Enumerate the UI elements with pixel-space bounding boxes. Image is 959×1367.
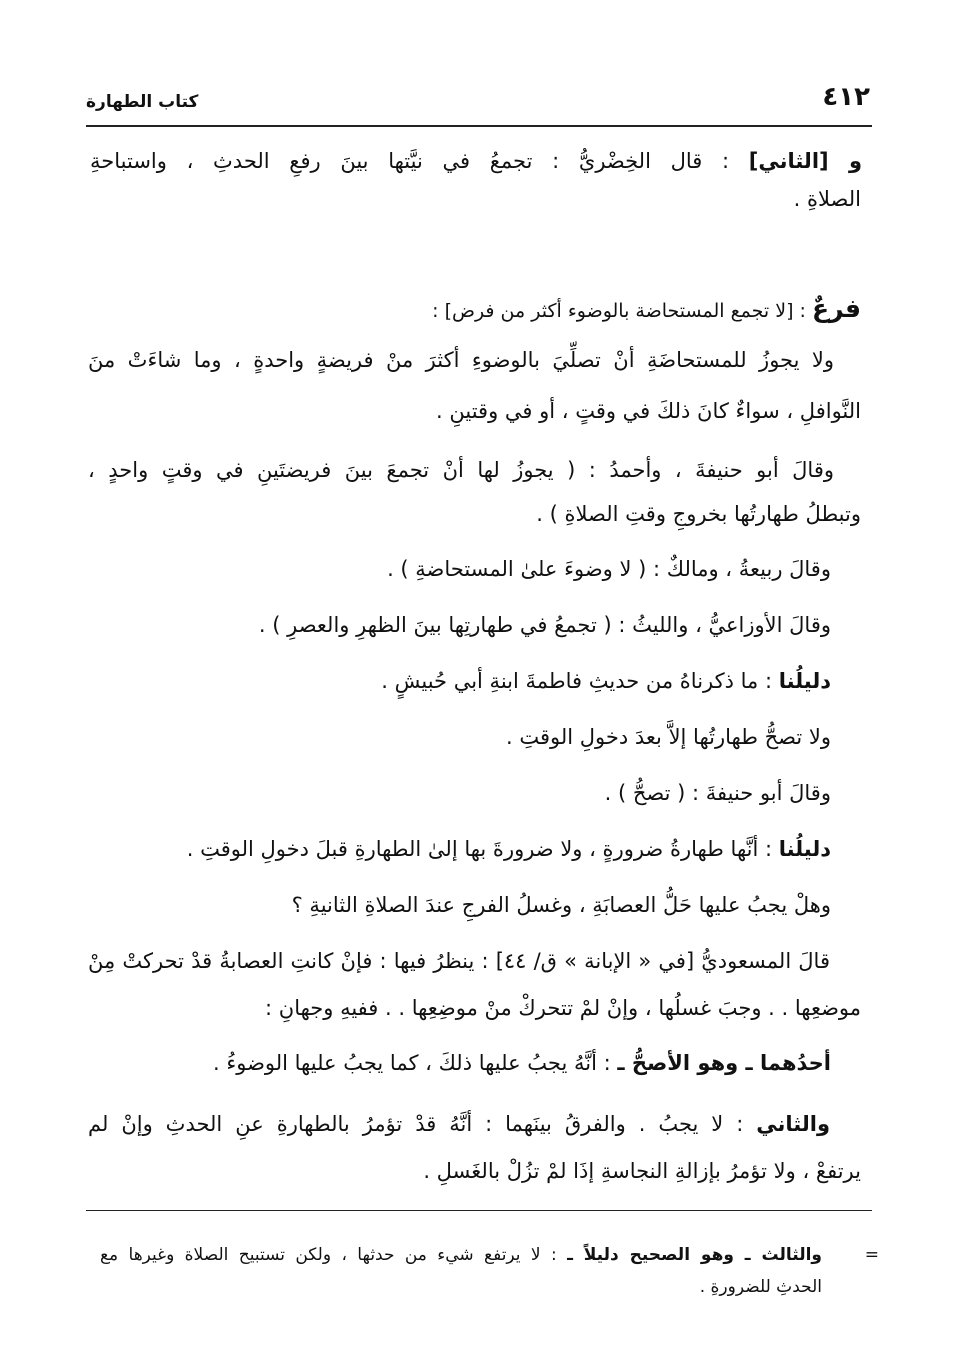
bold-term: والثاني bbox=[756, 1112, 830, 1136]
footnote-marker: = bbox=[864, 1245, 879, 1265]
text-line: ولا يجوزُ للمستحاضَةِ أنْ تصلِّيَ بالوضوءِ أكثرَ منْ فريضةٍ واحدةٍ ، وما شاءَتْ منَ bbox=[88, 348, 834, 372]
bold-term: فرعٌ bbox=[812, 294, 861, 323]
section-heading bbox=[432, 294, 861, 326]
text-line: موضعِها . . وجبَ غسلُها ، وإنْ لمْ تتحركْ منْ موضِعِها . . ففيهِ وجهانِ : bbox=[265, 996, 861, 1020]
text-line: وقالَ أبو حنيفةَ : ( تصحُّ ) . bbox=[604, 781, 831, 805]
line-text: : لا يجبُ . والفرقُ بينَهما : أنَّهُ قدْ تؤمرُ بالطهارةِ عنِ الحدثِ وإنْ لم bbox=[88, 1112, 757, 1136]
bold-term: دليلُنا bbox=[778, 837, 831, 861]
text-line: ولا تصحُّ طهارتُها إلاَّ بعدَ دخولِ الوقتِ . bbox=[506, 725, 831, 749]
line-text: : لا يرتفع شيء من حدثها ، ولكن تستبيح الصلاة وغيرها مع bbox=[100, 1245, 568, 1265]
footnote-rule bbox=[86, 1210, 872, 1211]
text-line: الصلاةِ . bbox=[793, 187, 861, 211]
line-text: : ما ذكرناهُ من حديثِ فاطمةَ ابنةِ أبي حُبيشٍ . bbox=[381, 669, 779, 693]
footnote-line: الحدثِ للضرورةِ . bbox=[699, 1277, 822, 1297]
text-line bbox=[187, 834, 831, 864]
bold-term: دليلُنا bbox=[778, 669, 831, 693]
bold-term: أحدُهما ـ وهو الأصحُّ ـ bbox=[617, 1051, 831, 1075]
line-text: : أنَّهُ يجبُ عليها ذلكَ ، كما يجبُ عليها الوضوءُ . bbox=[213, 1051, 618, 1075]
footnote-line bbox=[100, 1242, 822, 1268]
line-text: : [لا تجمع المستحاضة بالوضوء أكثر من فرض] : bbox=[432, 300, 812, 322]
header-rule bbox=[86, 125, 872, 127]
bold-term: و [الثاني] bbox=[748, 149, 862, 173]
text-line bbox=[88, 1109, 830, 1139]
text-line: قالَ المسعوديُّ [في « الإبانة » ق/ ٤٤] : ينظرُ فيها : فإنْ كانتِ العصابةُ قدْ تحركتْ مِنْ bbox=[88, 949, 830, 973]
text-line: وقالَ ربيعةُ ، ومالكٌ : ( لا وضوءَ علىٰ المستحاضةِ ) . bbox=[387, 557, 831, 581]
text-line: وتبطلُ طهارتُها بخروجِ وقتِ الصلاةِ ) . bbox=[536, 502, 861, 526]
text-line bbox=[381, 666, 831, 696]
text-line: يرتفعْ ، ولا تؤمرُ بإزالةِ النجاسةِ إذَا لمْ تزُلْ بالغَسلِ . bbox=[423, 1159, 861, 1183]
running-header-title: كتاب الطهارة bbox=[86, 92, 199, 112]
text-line: النَّوافلِ ، سواءٌ كانَ ذلكَ في وقتٍ ، أو في وقتينِ . bbox=[436, 399, 861, 423]
line-text: : أنَّها طهارةُ ضرورةٍ ، ولا ضرورةَ بها إلىٰ الطهارةِ قبلَ دخولِ الوقتِ . bbox=[186, 837, 779, 861]
text-line: وقالَ أبو حنيفةَ ، وأحمدُ : ( يجوزُ لها أنْ تجمعَ بينَ فريضتَينِ في وقتٍ واحدٍ ، bbox=[88, 458, 834, 482]
text-line bbox=[90, 146, 862, 176]
line-text: : قال الخِضْريُّ : تجمعُ في نيَّتها بينَ رفعِ الحدثِ ، واستباحةِ bbox=[90, 149, 749, 173]
page-number: ٤١٢ bbox=[822, 82, 870, 112]
bold-term: والثالث ـ وهو الصحيح دليلاً ـ bbox=[567, 1245, 822, 1265]
text-line: وقالَ الأوزاعيُّ ، والليثُ : ( تجمعُ في طهارتِها بينَ الظهرِ والعصرِ ) . bbox=[258, 613, 831, 637]
text-line bbox=[213, 1048, 831, 1078]
text-line: وهلْ يجبُ عليها حَلُّ العصابَةِ ، وغسلُ الفرجِ عندَ الصلاةِ الثانيةِ ؟ bbox=[291, 893, 831, 917]
